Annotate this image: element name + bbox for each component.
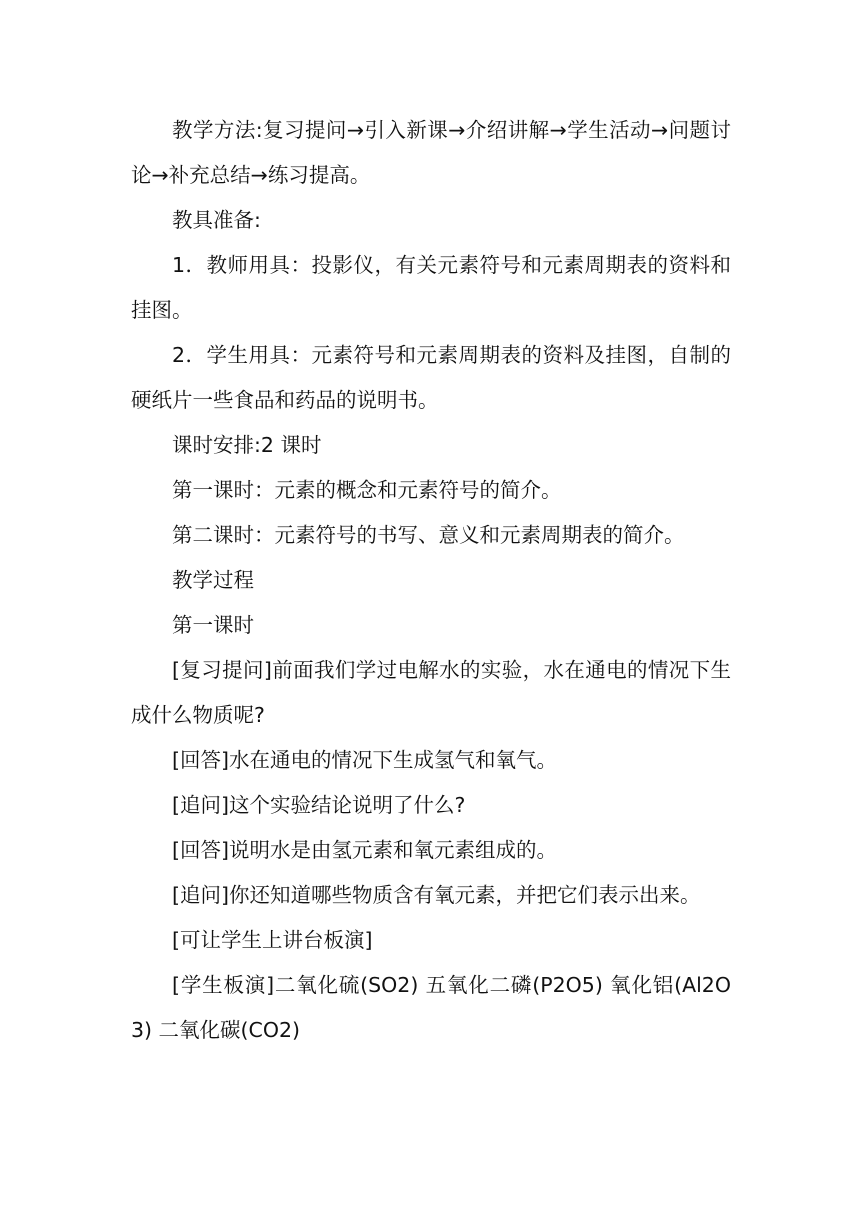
teaching-process-heading: 教学过程	[172, 568, 254, 592]
lesson-schedule: 课时安排:2 课时	[172, 433, 322, 457]
teacher-tools-item: 1．教师用具：投影仪，有关元素符号和元素周期表的资料和挂图。	[131, 253, 731, 322]
teaching-method-paragraph: 教学方法:复习提问→引入新课→介绍讲解→学生活动→问题讨论→补充总结→练习提高。	[131, 118, 731, 187]
document-body	[131, 108, 731, 1053]
student-board-work: [学生板演]二氧化硫(SO2) 五氧化二磷(P2O5) 氧化铝(Al2O3) 二氧化碳(CO2)	[131, 973, 731, 1042]
follow-up-question-1: [追问]这个实验结论说明了什么?	[172, 793, 466, 817]
answer-1: [回答]水在通电的情况下生成氢气和氧气。	[172, 748, 557, 772]
answer-2: [回答]说明水是由氢元素和氧元素组成的。	[172, 838, 557, 862]
second-lesson-summary: 第二课时：元素符号的书写、意义和元素周期表的简介。	[172, 523, 685, 547]
first-lesson-summary: 第一课时：元素的概念和元素符号的简介。	[172, 478, 562, 502]
follow-up-question-2: [追问]你还知道哪些物质含有氧元素，并把它们表示出来。	[172, 883, 701, 907]
blackboard-note: [可让学生上讲台板演]	[172, 928, 373, 952]
first-lesson-heading: 第一课时	[172, 613, 254, 637]
teaching-aids-heading: 教具准备:	[172, 208, 261, 232]
review-question: [复习提问]前面我们学过电解水的实验，水在通电的情况下生成什么物质呢?	[131, 658, 731, 727]
student-tools-item: 2．学生用具：元素符号和元素周期表的资料及挂图，自制的硬纸片一些食品和药品的说明书。	[131, 343, 731, 412]
